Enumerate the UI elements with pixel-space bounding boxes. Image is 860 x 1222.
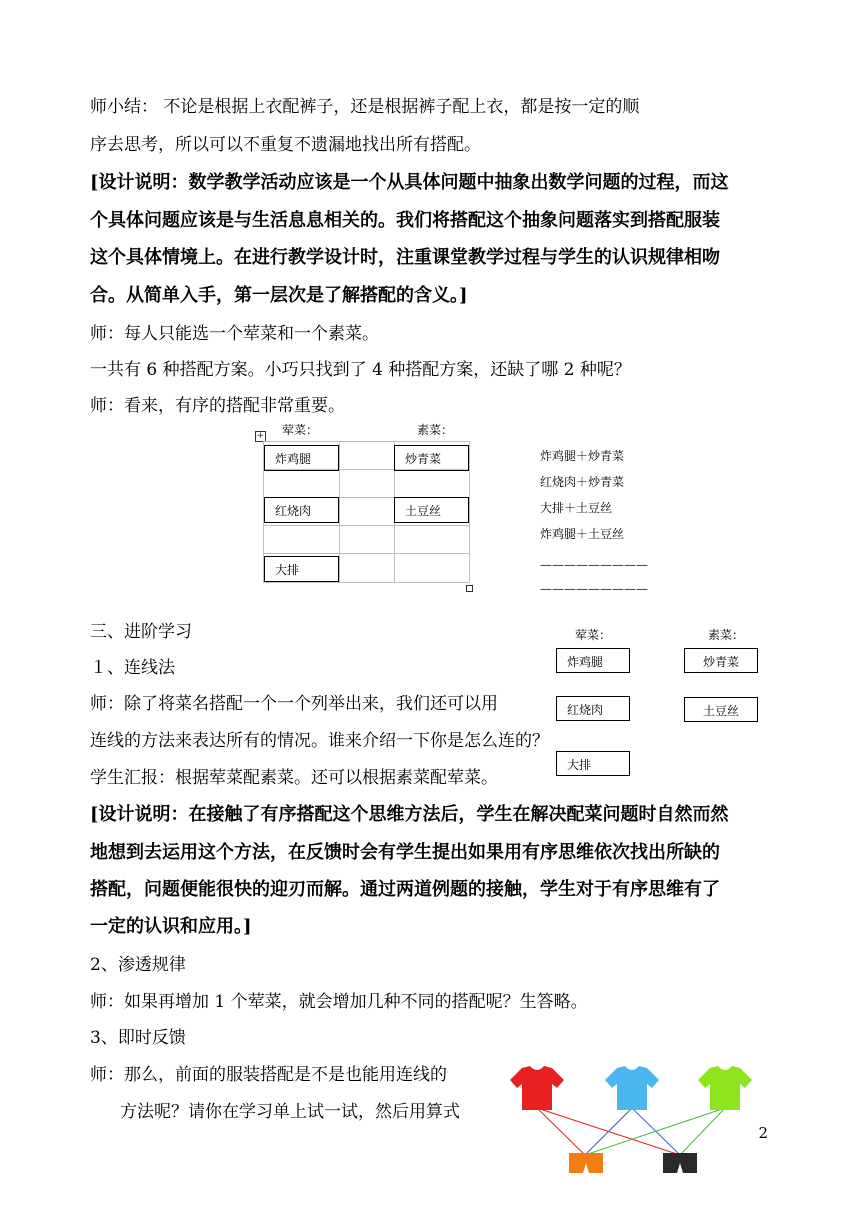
teacher-line-1: 师：每人只能选一个荤菜和一个素菜。 <box>90 324 379 344</box>
design-note-2-line-2: 地想到去运用这个方法，在反馈时会有学生提出如果用有序思维依次找出所缺的 <box>90 842 720 863</box>
clothes-matching-figure <box>505 1060 765 1180</box>
table-meat-2: 红烧肉 <box>264 497 339 523</box>
link-veg-2: 土豆丝 <box>684 697 758 722</box>
red-shirt-icon <box>510 1066 564 1110</box>
table-move-handle-icon: + <box>256 431 265 441</box>
link-meat-2: 红烧肉 <box>556 696 630 721</box>
section-3-3-heading: 3、即时反馈 <box>90 1028 186 1048</box>
combo-1: 炸鸡腿＋炒青菜 <box>540 449 625 463</box>
section-3-heading: 三、进阶学习 <box>90 622 192 642</box>
section-3-1-heading: １、连线法 <box>90 658 175 678</box>
design-note-1-line-4: 合。从简单入手，第一层次是了解搭配的含义。] <box>90 285 468 306</box>
design-note-1-line-2: 个具体问题应该是与生活息息相关的。我们将搭配这个抽象问题落实到搭配服装 <box>90 210 720 231</box>
line-green-orange <box>585 1108 725 1155</box>
teacher-line-7: 师：那么，前面的服装搭配是不是也能用连线的 <box>90 1065 447 1085</box>
design-note-2-line-3: 搭配，问题便能很快的迎刃而解。通过两道例题的接触，学生对于有序思维有了 <box>90 879 720 900</box>
teacher-line-3: 师：看来，有序的搭配非常重要。 <box>90 396 345 416</box>
line-blue-orange <box>585 1108 632 1155</box>
teacher-line-2: 一共有 6 种搭配方案。小巧只找到了 4 种搭配方案，还缺了哪 2 种呢？ <box>90 360 631 380</box>
orange-pants-icon <box>569 1153 603 1173</box>
summary-line-1: 师小结： 不论是根据上衣配裤子，还是根据裤子配上衣，都是按一定的顺 <box>90 97 640 117</box>
teacher-line-4: 师：除了将菜名搭配一个一个列举出来，我们还可以用 <box>90 694 498 714</box>
summary-line-2: 序去思考，所以可以不重复不遗漏地找出所有搭配。 <box>90 135 481 155</box>
combo-blank-1: ————————— <box>540 558 648 572</box>
link-meat-1: 炸鸡腿 <box>556 648 630 673</box>
table-veg-2: 土豆丝 <box>394 497 469 523</box>
design-note-1-line-1: [设计说明：数学教学活动应该是一个从具体问题中抽象出数学问题的过程，而这 <box>90 172 729 193</box>
green-shirt-icon <box>698 1066 752 1110</box>
student-report: 学生汇报：根据荤菜配素菜。还可以根据素菜配荤菜。 <box>90 768 498 788</box>
combo-2: 红烧肉＋炒青菜 <box>540 475 625 489</box>
table-veg-1: 炒青菜 <box>394 445 469 471</box>
teacher-line-8: 方法呢？请你在学习单上试一试，然后用算式 <box>120 1102 460 1122</box>
design-note-2-line-4: 一定的认识和应用。] <box>90 916 252 937</box>
link-veg-1: 炒青菜 <box>684 648 758 673</box>
table-veg-header: 素菜： <box>417 423 454 437</box>
blue-shirt-icon <box>605 1066 659 1110</box>
teacher-line-6: 师：如果再增加 1 个荤菜，就会增加几种不同的搭配呢？生答略。 <box>90 992 588 1012</box>
table-meat-1: 炸鸡腿 <box>264 445 339 471</box>
black-pants-icon <box>663 1153 697 1173</box>
combo-blank-2: ————————— <box>540 582 648 596</box>
table-meat-3: 大排 <box>264 556 339 582</box>
link-meat-header: 荤菜： <box>575 628 612 642</box>
table-meat-header: 荤菜： <box>282 423 319 437</box>
section-3-2-heading: 2、渗透规律 <box>90 955 186 975</box>
combo-3: 大排＋土豆丝 <box>540 501 613 515</box>
page-number: 2 <box>758 1124 768 1142</box>
design-note-1-line-3: 这个具体情境上。在进行教学设计时，注重课堂教学过程与学生的认识规律相吻 <box>90 247 720 268</box>
line-red-orange <box>537 1108 585 1155</box>
teacher-line-5: 连线的方法来表达所有的情况。谁来介绍一下你是怎么连的？ <box>90 731 549 751</box>
design-note-2-line-1: [设计说明：在接触了有序搭配这个思维方法后，学生在解决配菜问题时自然而然 <box>90 804 729 825</box>
link-meat-3: 大排 <box>556 751 630 776</box>
combo-4: 炸鸡腿＋土豆丝 <box>540 527 625 541</box>
link-veg-header: 素菜： <box>708 628 745 642</box>
